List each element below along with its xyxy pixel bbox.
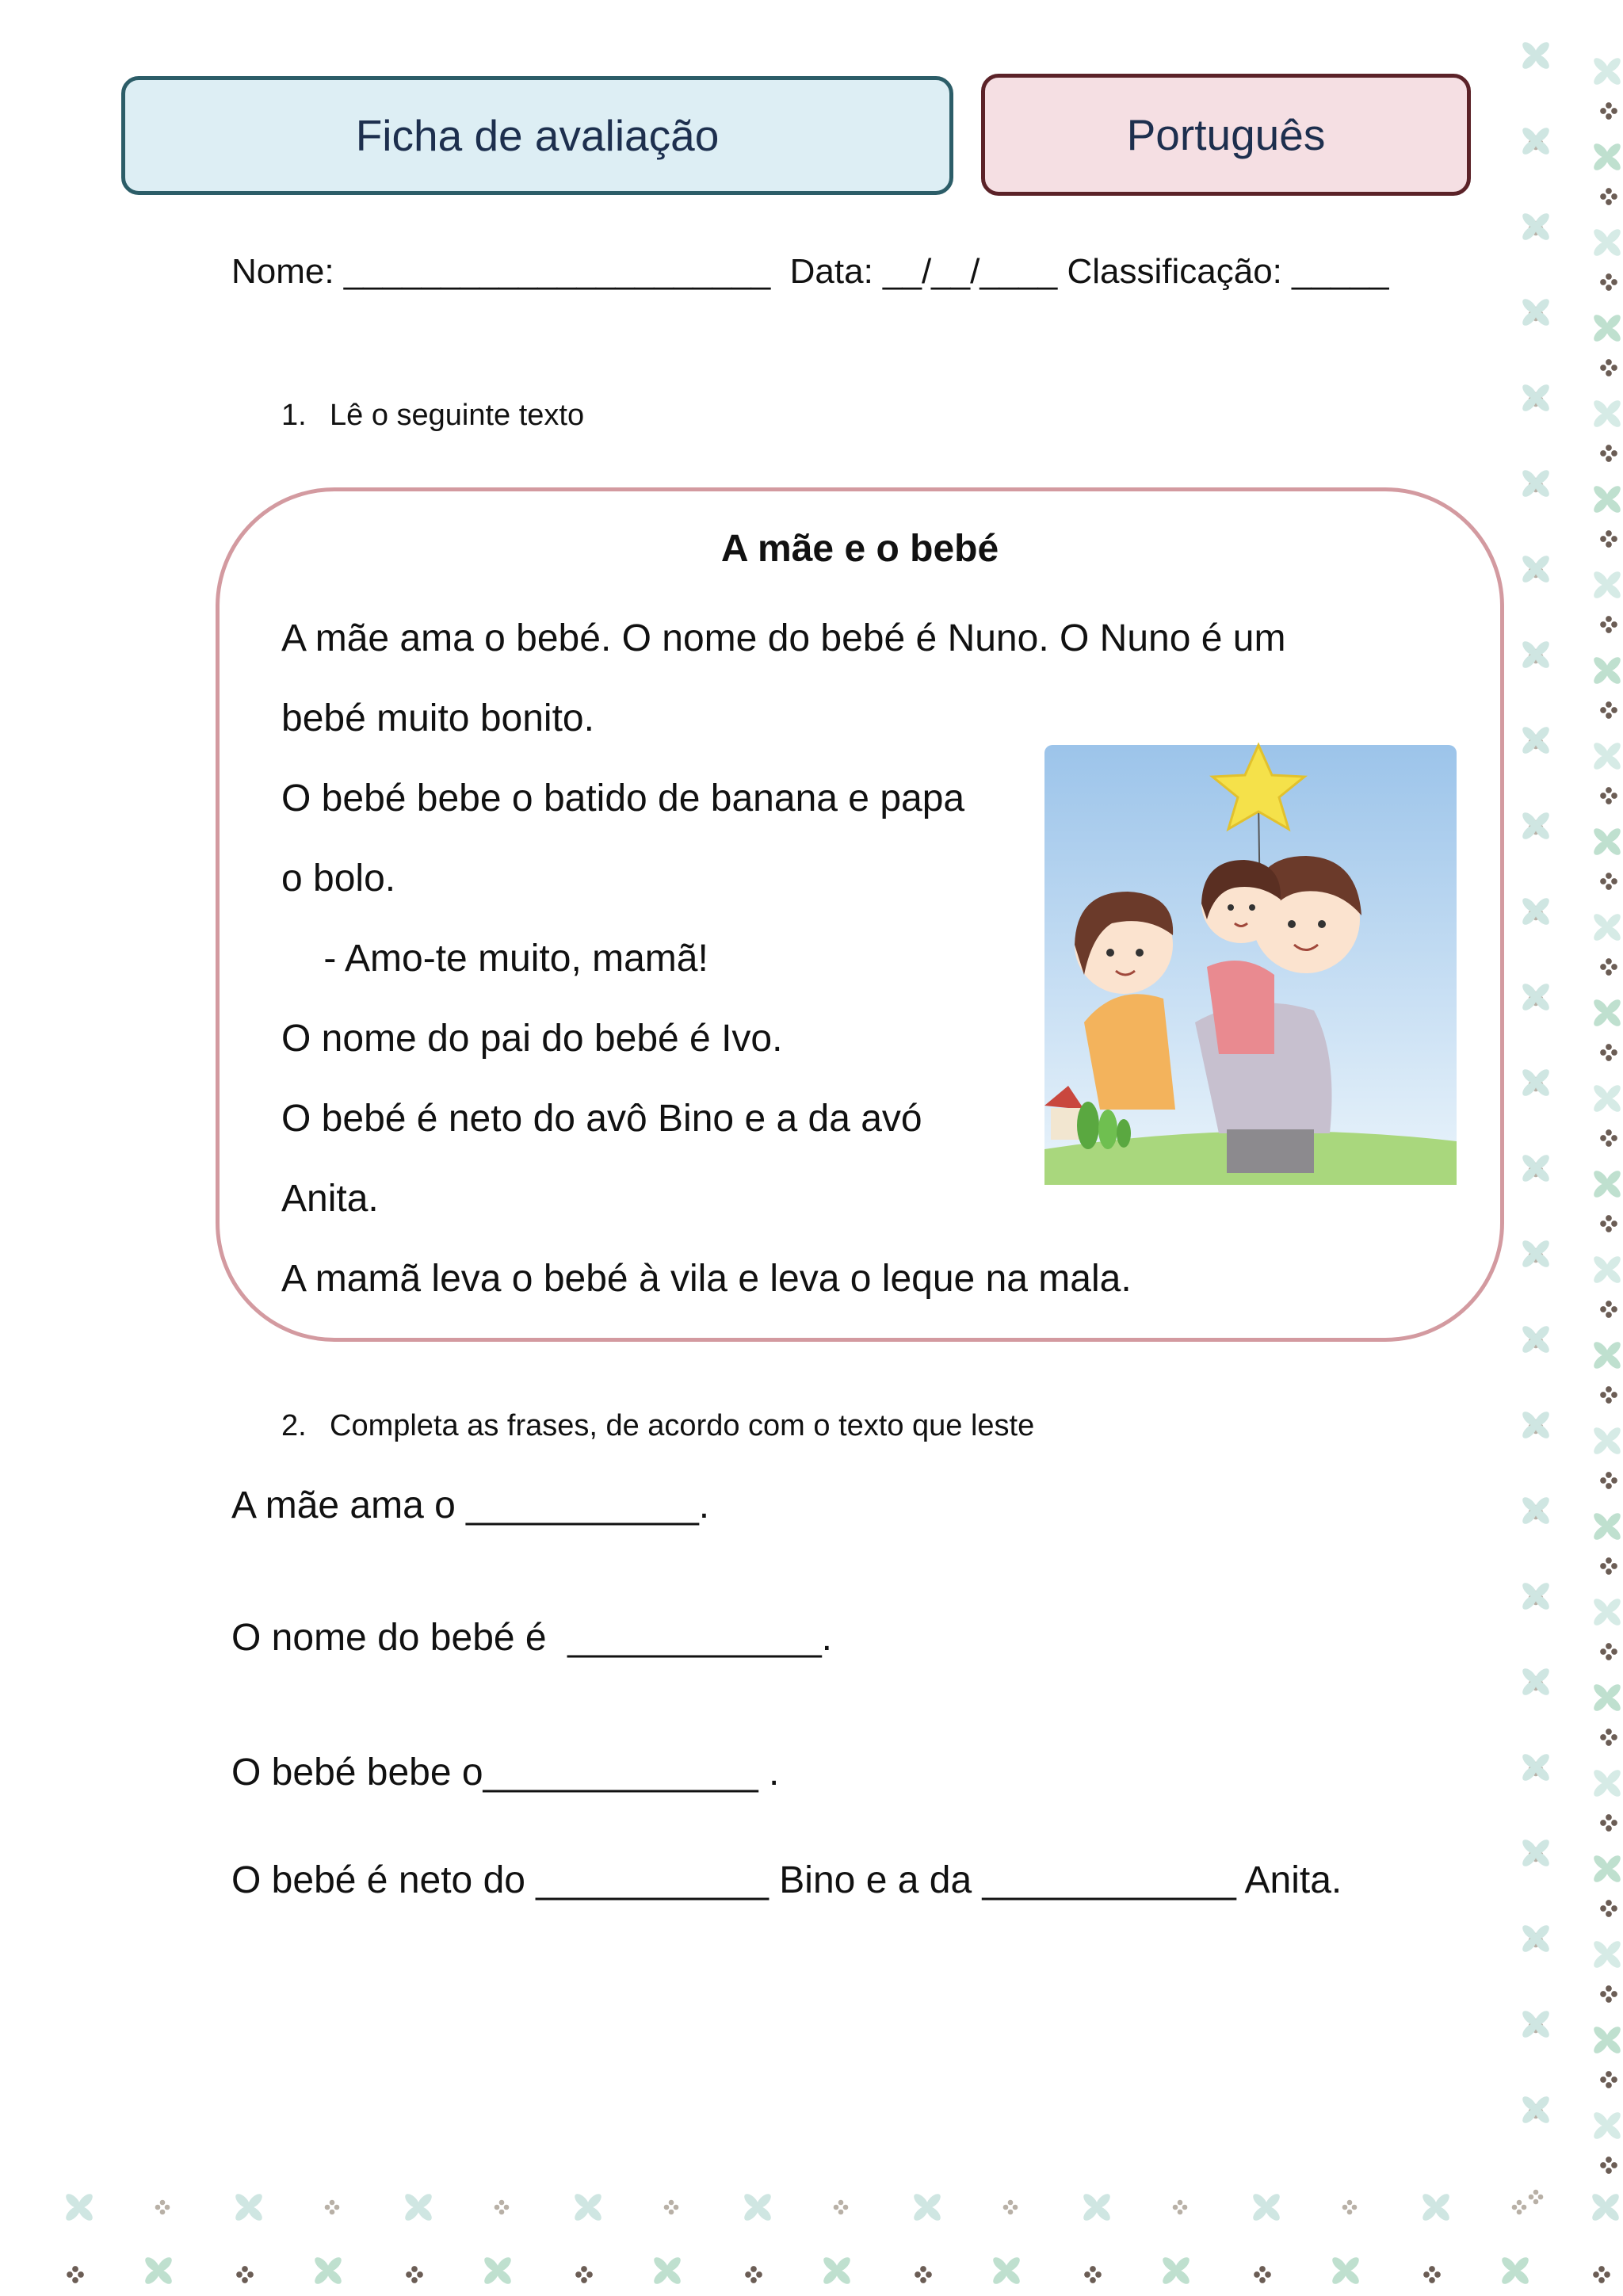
question-1-number: 1. (281, 399, 307, 432)
fill-in-sentence: O nome do bebé é ____________. (231, 1617, 832, 1659)
story-title: A mãe e o bebé (720, 528, 999, 570)
family-illustration (1037, 737, 1465, 1193)
decorative-border-bottom (0, 2176, 1623, 2296)
story-line: bebé muito bonito. (281, 697, 594, 739)
story-line: Anita. (281, 1178, 379, 1220)
story-line: O bebé é neto do avô Bino e a da avó (281, 1098, 922, 1140)
title-box (121, 76, 953, 195)
question-1-text: Lê o seguinte texto (330, 399, 585, 432)
story-line: O bebé bebe o batido de banana e papa (281, 777, 965, 819)
story-line: o bolo. (281, 858, 396, 900)
student-info-line: Nome: ______________________ Data: __/__/____ Classificação: _____ (231, 252, 1389, 291)
subject-box (981, 74, 1471, 196)
fill-in-sentence: O bebé é neto do ___________ Bino e a da ____________ Anita. (231, 1859, 1342, 1901)
story-line: A mãe ama o bebé. O nome do bebé é Nuno. O Nuno é um (281, 617, 1286, 659)
story-line: A mamã leva o bebé à vila e leva o leque na mala. (281, 1258, 1132, 1300)
decorative-border-right (1506, 0, 1623, 2296)
story-line: O nome do pai do bebé é Ivo. (281, 1018, 783, 1060)
worksheet-title: Ficha de avaliação (355, 111, 720, 160)
story-line: - Amo-te muito, mamã! (281, 938, 708, 980)
fill-in-sentence: O bebé bebe o_____________ . (231, 1752, 780, 1794)
question-2-number: 2. (281, 1409, 307, 1442)
fill-in-sentence: A mãe ama o ___________. (231, 1484, 710, 1526)
question-2-text: Completa as frases, de acordo com o texto que leste (330, 1409, 1035, 1442)
subject-label: Português (1126, 110, 1326, 159)
